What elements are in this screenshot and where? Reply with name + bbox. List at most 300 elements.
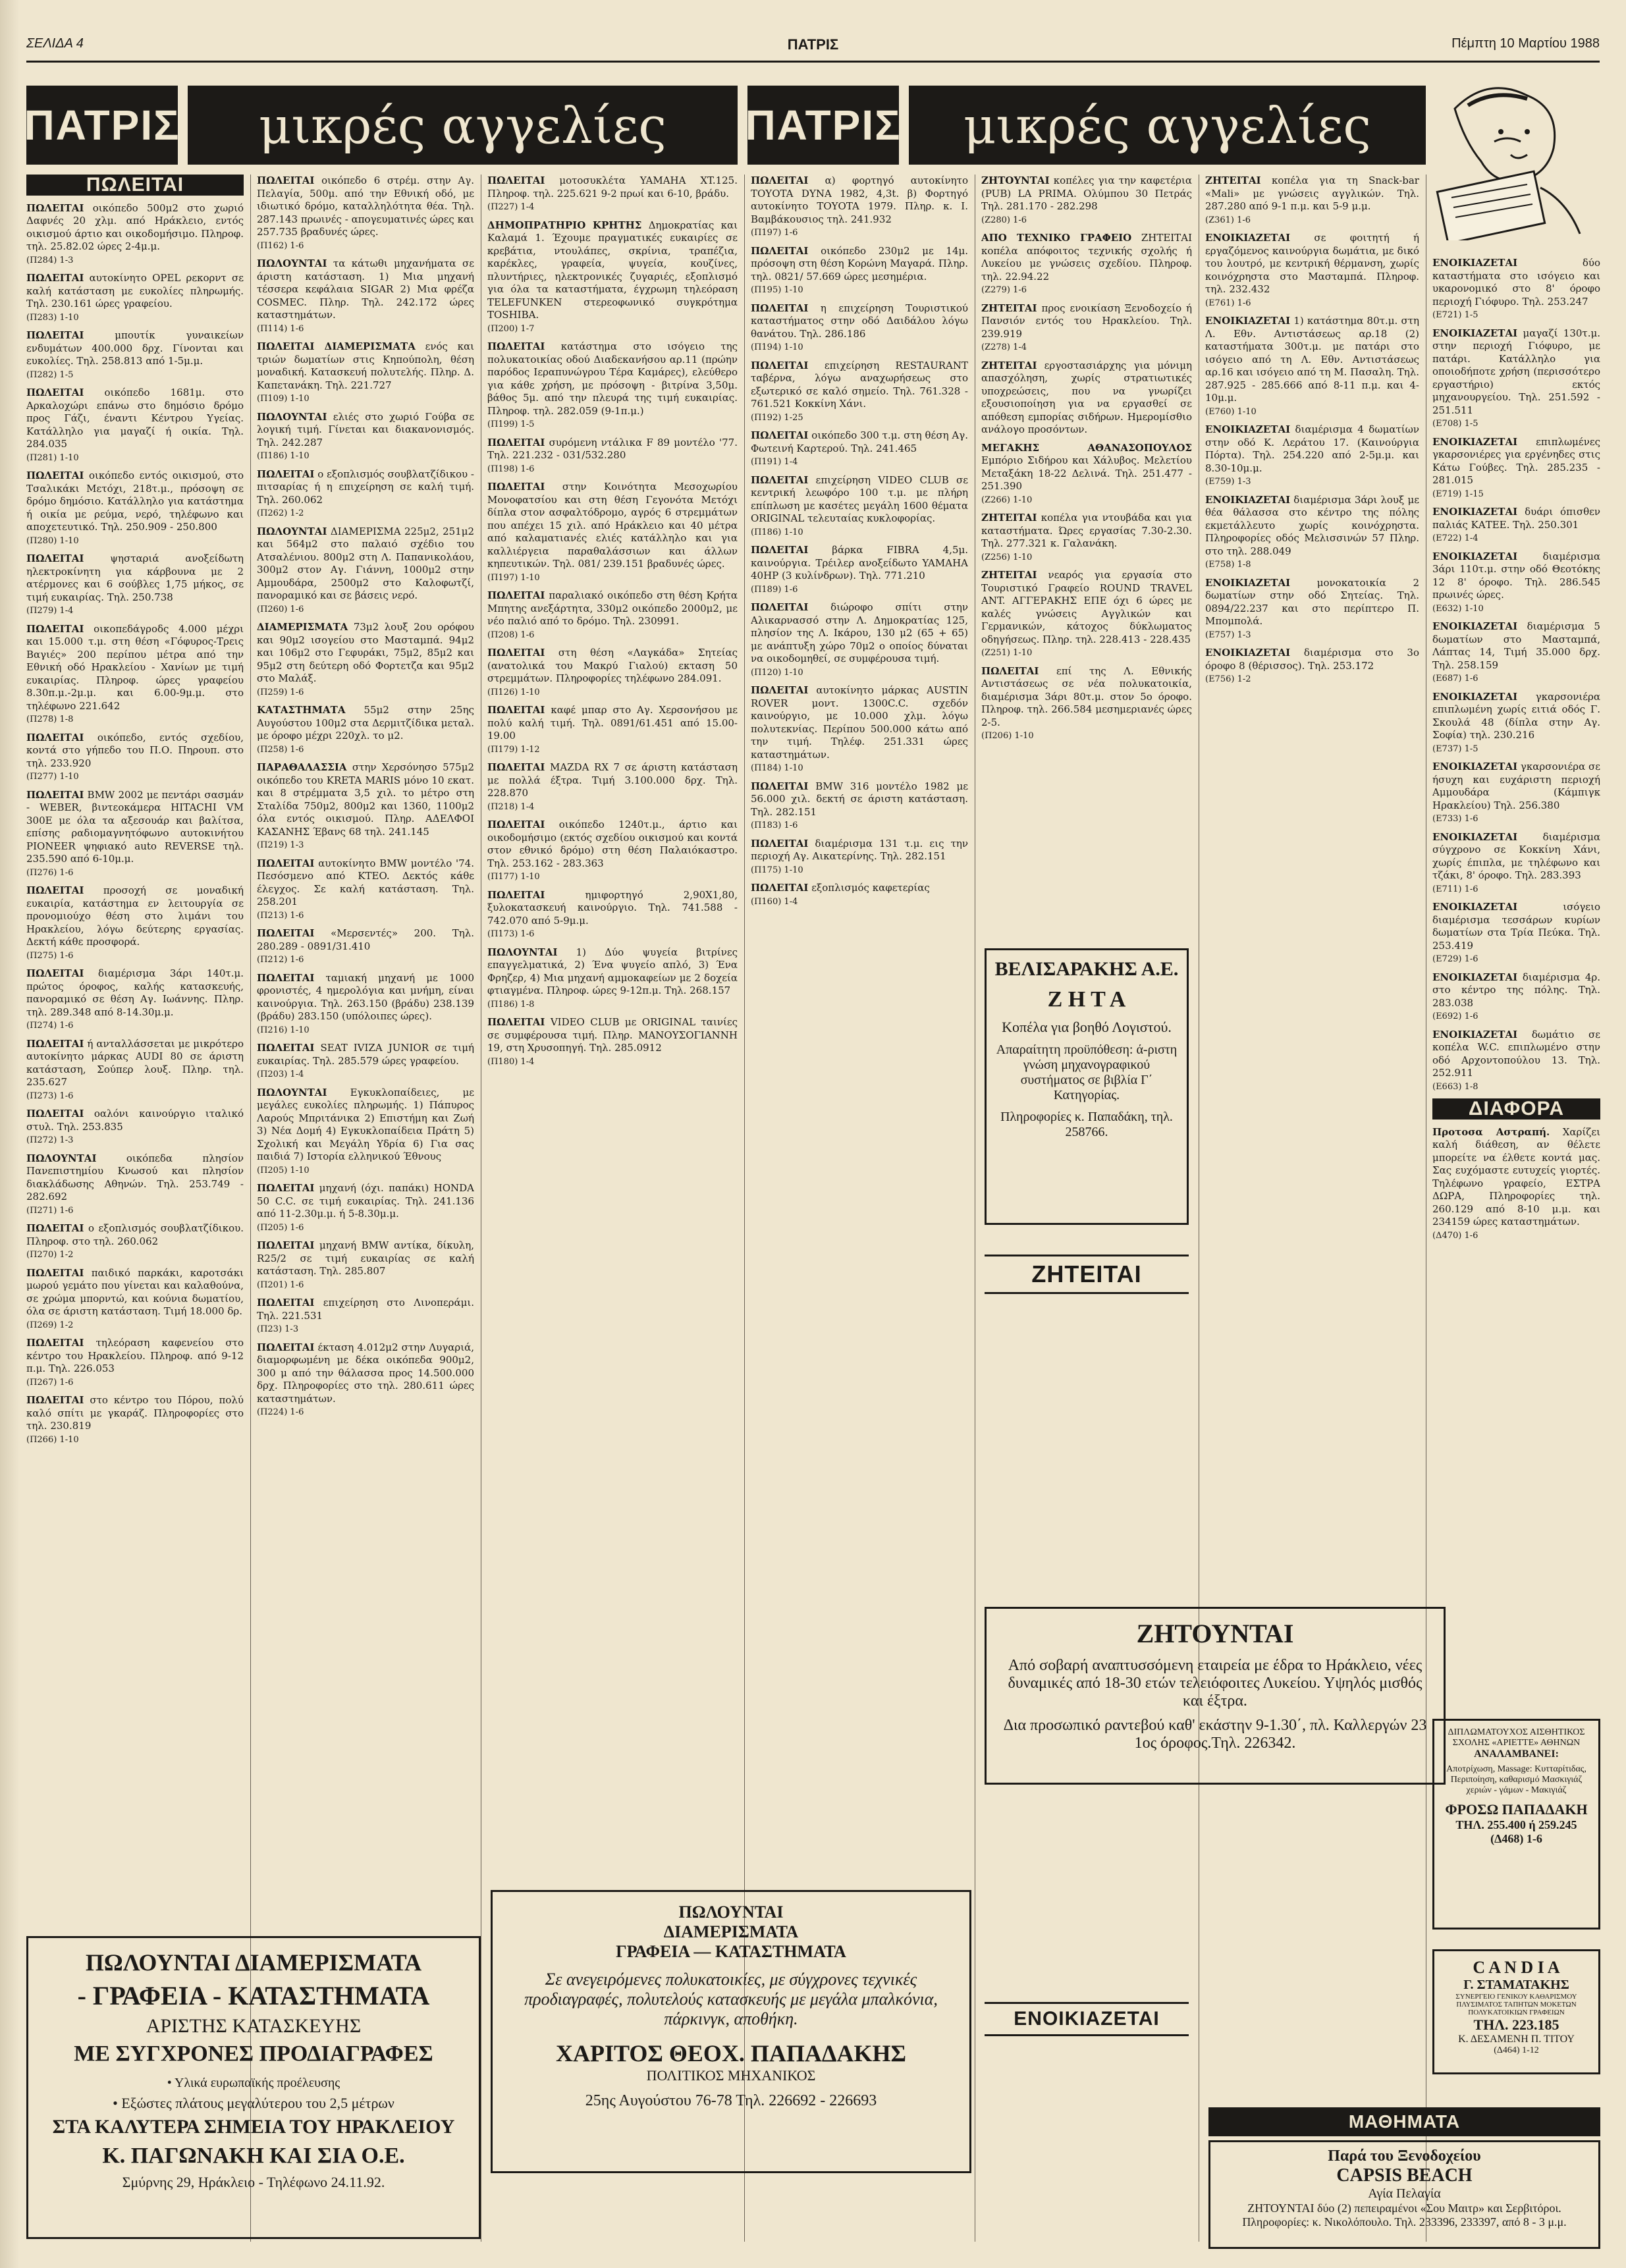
ad-text: επιπλωμένες γκαρσονιέρες για εργένηδες στις Κάτω Γούβες. Τηλ. 285.235 - 281.015 — [1432, 435, 1600, 486]
ad-lead: ΠΩΛΕΙΤΑΙ — [257, 175, 315, 186]
brand-logo: ΠΑΤΡΙΣ — [747, 86, 899, 165]
column-rule — [250, 175, 251, 2242]
ad-list — [1432, 257, 1600, 1093]
ad-lead: ΕΝΟΙΚΙΑΖΕΤΑΙ — [1205, 315, 1291, 327]
ad-lead: ΜΕΓΑΚΗΣ ΑΘΑΝΑΣΟΠΟΥΛΟΣ — [981, 441, 1192, 454]
ad-text: ενός και τριών δωματίων στις Κηπούπολη, θέση μοναδική. Κατασκευή πολυτελής. Πληρ. Δ. Καπετανάκη. Τηλ. 221.727 — [257, 340, 474, 391]
ad-code: (Π273) 1-6 — [26, 1091, 74, 1101]
ads-column-7 — [1432, 257, 1600, 1666]
ad-text: οικόπεδο 1240τ.μ., άρτιο και οικοδομήσιμο (εκτός σχεδίου οικισμού και κοντά στον εθνικό δρόμο) στη θέση Παλαιόκαστρο. Τηλ. 253.162 - 283.363 — [487, 819, 738, 869]
ad-code: (Π201) 1-6 — [257, 1280, 304, 1290]
ad-code: (Π262) 1-2 — [257, 508, 304, 518]
section-title: μικρές αγγελίες — [188, 86, 738, 165]
classified-ad — [1432, 1029, 1600, 1094]
ad-code: (Π160) 1-4 — [751, 896, 798, 907]
ad-lead: ΖΗΤΕΙΤΑΙ — [981, 302, 1037, 314]
box-line: ΣΧΟΛΗΣ «ΑΡΙΕΤΤΕ» ΑΘΗΝΩΝ — [1452, 1738, 1581, 1748]
ad-text: διαμέρισμα 3άρι 140τ.μ. πρώτος όροφος, καλής κατασκευής, πανοραμικό σε θέση Αγ. Ιωάννης. Πληρ. τηλ. 289.348 από 8-14.30μ.μ. — [26, 967, 244, 1018]
ad-text: οικόπεδο 230μ2 με 14μ. πρόσοψη στη θέση Κορώνη Μαγαρά. Πληρ. τηλ. 0821/ 57.669 ώρες μεσημέρια. — [751, 244, 968, 283]
ad-text: επιχείρηση RESTAURANT ταβέρνα, λόγω αναχωρήσεως στο εξωτερικό σε καλό σημείο. Τηλ. 761.328 - 761.521 Κοκκίνη Χάνι. — [751, 359, 968, 410]
ad-box-froso — [1432, 1719, 1600, 1930]
classified-ad — [26, 470, 244, 547]
classified-ad — [257, 1042, 474, 1081]
classified-ad — [751, 882, 968, 908]
ad-lead: ΠΩΛΕΙΤΑΙ — [257, 1239, 315, 1251]
classified-ad — [487, 647, 738, 699]
ad-text: ελιές στο χωριό Γούβα σε λογική τιμή. Γίνεται και διακανονισμός. Τηλ. 242.287 — [257, 410, 474, 448]
ad-text: συρόμενη ντάλικα F 89 μοντέλο '77. Τηλ. 221.232 - 031/532.280 — [487, 436, 738, 461]
ad-code: (Z279) 1-6 — [981, 285, 1027, 295]
ad-lead: ΠΩΛΕΙΤΑΙ — [751, 780, 809, 792]
ad-lead: ΠΩΛΕΙΤΑΙ — [487, 819, 545, 830]
classified-ad — [487, 889, 738, 941]
ad-lead: ΠΩΛΕΙΤΑΙ — [751, 302, 809, 314]
classified-ad — [1432, 257, 1600, 322]
ad-lead: ΖΗΤΟΥΝΤΑΙ — [981, 175, 1050, 186]
ad-code: (Π191) 1-4 — [751, 457, 798, 467]
ad-lead: ΕΝΟΙΚΙΑΖΕΤΑΙ — [1432, 761, 1518, 772]
ad-lead: ΕΝΟΙΚΙΑΖΕΤΑΙ — [1205, 576, 1291, 589]
ad-lead: ΠΩΛΕΙΤΑΙ — [26, 272, 84, 284]
ad-text: διαμέρισμα στο 3ο όροφο 8 (θέρισσος). Τηλ. 253.172 — [1205, 647, 1419, 672]
ad-text: Εμπόριο Σιδήρου και Χάλυβος. Μελετίου Μεταξάκη 18-22 Δελινά. Τηλ. 251.477 - 251.390 — [981, 454, 1192, 492]
ad-text: 73μ2 λουξ 2ου ορόφου και 90μ2 ισογείου στο Μασταμπά. 94μ2 και 106μ2 στο Γεφυράκι, 75μ2, 85μ2 και 95μ2 στη δεύτερη οδό Φορτετζα και 95μ2 στο Μαλάξ. — [257, 621, 474, 684]
ad-text: δυάρι όπισθεν παλιάς ΚΑΤΕΕ. Τηλ. 250.301 — [1432, 506, 1600, 531]
ad-lead: ΠΩΛΟΥΝΤΑΙ — [257, 1086, 327, 1098]
classified-ad — [257, 340, 474, 406]
ad-lead: ΠΩΛΟΥΝΤΑΙ — [487, 946, 558, 958]
ad-code: (Π186) 1-8 — [487, 999, 535, 1010]
classified-ad — [257, 175, 474, 252]
section-heading-ziteitai: ΖΗΤΕΙΤΑΙ — [985, 1255, 1189, 1294]
ad-lead: ΠΩΛΕΙΤΑΙ — [257, 1297, 315, 1309]
ad-code: (Π183) 1-6 — [751, 821, 798, 830]
classified-ad — [257, 857, 474, 923]
ad-text: καφέ μπαρ στο Αγ. Χερσονήσου με πολύ καλή τιμή. Τηλ. 0891/61.451 από 15.00-19.00 — [487, 704, 738, 742]
ad-code: (Π283) 1-10 — [26, 312, 79, 323]
ad-code: (Π162) 1-6 — [257, 240, 304, 251]
ad-text: ΖΗΤΕΙΤΑΙ κοπέλα απόφοιτος τεχνικής σχολής ή Λυκείου με γνώσεις σχεδίου. Πληροφ. τηλ. 22.94.22 — [981, 232, 1192, 283]
ad-lead: ΕΝΟΙΚΙΑΖΕΤΑΙ — [1205, 423, 1291, 435]
ad-list — [26, 202, 244, 1447]
ad-lead: ΠΩΛΕΙΤΑΙ — [487, 589, 545, 601]
ad-text: γκαρσονιέρα σε ήσυχη και ευχάριστη περιοχή Αμμουδάρα (Κάμπιγκ Ηρακλείου) Τηλ. 256.380 — [1432, 761, 1600, 811]
ad-text: επιχείρηση στο Λινοπεράμι. Τηλ. 221.531 — [257, 1297, 474, 1322]
classified-ad — [26, 967, 244, 1033]
ad-lead: ΖΗΤΕΙΤΑΙ — [981, 359, 1037, 371]
ad-text: στο κέντρο του Πόρου, πολύ καλό σπίτι με γκαράζ. Πληροφορίες στο τηλ. 230.819 — [26, 1394, 244, 1432]
classified-ad — [1205, 175, 1419, 227]
ad-text: κατάστημα στο ισόγειο της πολυκατοικίας οδού Διαδεκανήσου αρ.11 (πρώην παρόδος Ιεραπυνώγρου Τέρα Καμάρες), ελεύθερο για κάθε χρήση, με πρόσοψη - βιτρίνα 3,50μ. βάθος 5μ. από την πλευρά της τιμή ευκαιρίας. Πληροφ. τηλ. 282.059 (9-1π.μ.) — [487, 340, 738, 417]
ad-text: οικοπεδάγροδς 4.000 μέχρι και 15.000 τ.μ. στη θέση «Γόφυρος-Τρεις Βαγιές» 200 περίπου μέτρα από την Εθνική οδό Ηρακλείου - Χανίων με τιμή ευκαιρίας. Πληροφ. ώρες γραφείου 8.30π.μ.-2μ.μ. και 6.00-9μ.μ. στο τηλέφωνο 221.642 — [26, 622, 244, 712]
box-line: ΣΥΝΕΡΓΕΙΟ ΓΕΝΙΚΟΥ ΚΑΘΑΡΙΣΜΟΥ ΠΛΥΣΙΜΑΤΟΣ ΤΑΠΗΤΩΝ ΜΟΚΕΤΩΝ ΠΟΛΥΚΑΤΟΙΚΙΩΝ ΓΡΑΦΕΙΩΝ — [1455, 1993, 1577, 2016]
box-title: C A N D I A — [1473, 1958, 1560, 1977]
classified-ad — [751, 360, 968, 425]
ad-code: (E737) 1-5 — [1432, 743, 1478, 754]
ad-lead: ΠΩΛΕΙΤΑΙ — [981, 664, 1039, 677]
ad-lead: ΠΩΛΕΙΤΑΙ — [26, 329, 84, 341]
ads-column-5 — [981, 175, 1192, 938]
classified-ad — [487, 219, 738, 336]
ad-text: «Μερσεντές» 200. Τηλ. 280.289 - 0891/31.410 — [257, 927, 474, 952]
ad-lead: ΔΗΜΟΠΡΑΤΗΡΙΟ ΚΡΗΤΗΣ — [487, 219, 642, 231]
ad-text: εργοστασιάρχης για μόνιμη απασχόληση, χωρίς στρατιωτικές υποχρεώσεις, που να γνωρίζει εξουσιοποίηση για να εργασθεί σε απόθεση εμπορίας σιδήρων. Ημερομίσθιο ανάλογο προσόντων. — [981, 359, 1192, 435]
classified-ad — [487, 175, 738, 214]
ad-list — [981, 175, 1192, 743]
ad-text: διαμέρισμα 3άρι λουξ με θέα θάλασσα στο κέντρο της πόλης εκμετάλλευτο χωρίς κοινόχρηστα. Πληροφορίες οδός Μελισσινών 57 Πληρ. στο τηλ. 288.049 — [1205, 493, 1419, 557]
classified-ad — [26, 884, 244, 962]
ad-code: (Π269) 1-2 — [26, 1320, 74, 1330]
ad-lead: ΑΠΟ ΤΕΧΝΙΚΟ ΓΡΑΦΕΙΟ — [981, 232, 1132, 244]
ad-code: (Π120) 1-10 — [751, 667, 803, 678]
ad-box-capsis — [1208, 2140, 1600, 2249]
box-address: 25ης Αυγούστου 76-78 Τηλ. 226692 - 226693 — [585, 2092, 877, 2109]
box-line: ΠΟΛΙΤΙΚΟΣ ΜΗΧΑΝΙΚΟΣ — [646, 2067, 816, 2084]
ad-lead: ΠΩΛΕΙΤΑΙ — [751, 244, 809, 257]
ad-lead: ΠΩΛΕΙΤΑΙ — [26, 387, 84, 398]
ad-lead: ΕΝΟΙΚΙΑΖΕΤΑΙ — [1432, 506, 1518, 518]
ad-lead: ΠΩΛΕΙΤΑΙ — [751, 473, 809, 486]
ad-code: (E757) 1-3 — [1205, 630, 1251, 640]
ad-lead: ΠΩΛΕΙΤΑΙ — [257, 1182, 315, 1194]
classified-ad — [257, 257, 474, 335]
ad-lead: ΖΗΤΕΙΤΑΙ — [1205, 175, 1261, 186]
ad-text: στην Κοινότητα Μεσοχωρίου Μονοφατσίου και στη θέση Γεγονότα Μετόχι δίπλα στον ασφαλτόδρομο, αγρός 6 στρεμμάτων που απέχει 15 χιλ. από Ηράκλειο και 40 μέτρα από καλαματιανές ελιές κατάλληλο και για καλλιέργεια παραθαλάσσιων και άλλων κηπευτικών. Τηλ. 081/ 239.151 βραδυνές ώρες. — [487, 481, 738, 570]
classified-ad — [257, 927, 474, 967]
ad-text: κοπέλα για ντουβάδα και για καταστήματα. Ώρες εργασίας 7.30-2.30. Τηλ. 277.321 κ. Γαλανάκη. — [981, 512, 1192, 549]
ad-code: (Π200) 1-7 — [487, 323, 535, 334]
classified-ad — [26, 1337, 244, 1389]
ad-code: (Π186) 1-10 — [751, 527, 803, 537]
ad-lead: ΠΩΛΕΙΤΑΙ — [751, 882, 809, 894]
ad-code: (Π259) 1-6 — [257, 687, 304, 697]
ad-lead: ΕΝΟΙΚΙΑΖΕΤΑΙ — [1205, 647, 1291, 659]
ad-lead: ΠΩΛΕΙΤΑΙ — [257, 468, 315, 480]
ad-text: VIDEO CLUB με ORIGINAL ταινίες σε συμφέρουσα τιμή. Πληρ. ΜΑΝΟΥΣΟΓΙΑΝΝΗ 19, στη Χρυσοπηγή. Τηλ. 285.0912 — [487, 1016, 738, 1054]
masthead-right — [747, 86, 1426, 165]
ad-text: στη θέση «Λαγκάδα» Σητείας (ανατολικά του Μακρύ Γιαλού) εκταση 50 στρεμμάτων. Πληροφορίες τηλέφωνο 284.091. — [487, 647, 738, 684]
ad-code: (Π219) 1-3 — [257, 840, 304, 850]
ad-list — [257, 175, 474, 1419]
ad-text: αυτοκίνητο BMW μοντέλο '74. Πεσόσμενο από KTEO. Δεκτός κάθε έλεγχος. Σε καλή κατάσταση. Τηλ. 258.201 — [257, 857, 474, 907]
classified-ad — [257, 468, 474, 520]
ad-text: σε φοιτητή ή εργαζόμενος καινούργια δωμάτια, με δικό του λουτρό, με κεντρική θέρμανση, χωρίς κοινόχρηστα στο Μασταμπά. Πληροφ. τηλ. 232.432 — [1205, 232, 1419, 295]
ad-lead: ΕΝΟΙΚΙΑΖΕΤΑΙ — [1432, 327, 1518, 339]
classified-ad — [257, 704, 474, 756]
ad-text: αυτοκίνητο OPEL ρεκορντ σε καλή κατάσταση με ευκολίες πληρωμής. Τηλ. 230.161 ώρες γραφείου. — [26, 272, 244, 310]
ad-lead: ΕΝΟΙΚΙΑΖΕΤΑΙ — [1432, 971, 1518, 983]
ads-column-4 — [751, 175, 968, 1880]
box-phone: ΤΗΛ. 223.185 — [1473, 2016, 1559, 2033]
ad-lead: ΠΩΛΕΙΤΑΙ — [26, 884, 84, 896]
ad-code: (Π179) 1-12 — [487, 744, 540, 755]
box-line: Κοπέλα για βοηθό Λογιστού. — [1002, 1019, 1172, 1035]
ad-code: (E761) 1-6 — [1205, 298, 1251, 308]
classified-ad — [1432, 971, 1600, 1023]
ad-lead: ΠΑΡΑΘΑΛΑΣΣΙΑ — [257, 761, 347, 773]
ad-lead: ΠΩΛΕΙΤΑΙ — [26, 788, 84, 801]
ad-text: μηχανή BMW αντίκα, δίκυλη, R25/2 σε τιμή ευκαιρίας σε καλή κατάσταση. Τηλ. 285.807 — [257, 1239, 474, 1277]
newspaper-reader-illustration — [1428, 69, 1600, 240]
ad-lead: ΠΩΛΟΥΝΤΑΙ — [257, 410, 327, 423]
ad-code: (Π114) 1-6 — [257, 323, 304, 334]
ad-text: διώροφο σπίτι στην Αλικαρνασσό στην Λ. Δημοκρατίας 125, πλησίον της Λ. Ικάρου, 130 μ2 (65 + 65) με ανάπτυξη χώρο 70μ2 ο οποίος δύναται να οικοδομηθεί, σε συμφέρουσα τιμή. — [751, 601, 968, 664]
classified-ad — [751, 684, 968, 775]
box-line: Σε ανεγειρόμενες πολυκατοικίες, με σύγχρονες τεχνικές προδιαγραφές, πολυτελούς κατασκευής με μεγάλα μπαλκόνια, πάρκινγκ, αποθήκη. — [524, 1970, 938, 2028]
ad-text: μπουτίκ γυναικείων ενδυμάτων 400.000 δρχ. Γίνονται και ευκολίες. Τηλ. 258.813 από 1-5μ.μ. — [26, 329, 244, 367]
ad-lead: ΕΝΟΙΚΙΑΖΕΤΑΙ — [1432, 257, 1518, 269]
ad-text: μηχανή (όχι. παπάκι) HONDA 50 C.C. σε τιμή ευκαιρίας. Τηλ. 241.136 από 11-2.30μ.μ. ή 5-8.30μ.μ. — [257, 1182, 474, 1220]
classified-ad — [26, 329, 244, 381]
classified-ad — [751, 601, 968, 679]
ad-lead: ΠΩΛΕΙΤΑΙ — [751, 359, 809, 371]
ad-text: οικόπεδο 300 τ.μ. στη θέση Αγ. Φωτεινή Καρτερού. Τηλ. 241.465 — [751, 429, 968, 454]
ad-lead: ΠΩΛΕΙΤΑΙ — [26, 553, 84, 564]
ad-text: παραλιακό οικόπεδο στη θέση Κρήτα Μπητης ανεξάρτητα, 330μ2 οικόπεδο 2000μ2, με νέο παλιό από το δρόμο. Τηλ. 230991. — [487, 589, 738, 627]
ad-code: (Π267) 1-6 — [26, 1377, 74, 1388]
classified-ad — [257, 1087, 474, 1177]
classified-ad — [257, 1239, 474, 1291]
box-title: ΓΡΑΦΕΙΑ — ΚΑΤΑΣΤΗΜΑΤΑ — [616, 1942, 846, 1961]
ad-lead: ΠΩΛΕΙΤΑΙ — [487, 761, 545, 773]
box-line: ΖΗΤΟΥΝΤΑΙ δύο (2) πεπειραμένοι «Σου Μαιτρ» και Σερβιτόροι. Πληροφορίες: κ. Νικολόπουλο. Τηλ. 233396, 233397, από 8 - 3 μ.μ. — [1242, 2201, 1567, 2228]
ad-text: παιδικό παρκάκι, καροτσάκι μωρού γεμάτο που γίνεται και καλαθούνα, σε χρώμα μπορντώ, και κούνια δωματίου, όλα σε άριστη κατάσταση. Τιμή 18.000 δρ. — [26, 1266, 244, 1317]
ad-code: (Π186) 1-10 — [257, 451, 310, 461]
ad-text: BMW 316 μοντέλο 1982 με 56.000 χιλ. δεκτή σε άριστη κατάσταση. Τηλ. 282.151 — [751, 780, 968, 818]
ad-code: (Z278) 1-4 — [981, 342, 1027, 352]
classified-ad — [257, 526, 474, 616]
classified-ad — [981, 442, 1192, 507]
classified-ad — [487, 481, 738, 584]
ad-text: κοπέλες για την καφετέρια (PUB) LA PRIMA. Ολύμπου 30 Πετράς Τηλ. 281.170 - 282.298 — [981, 175, 1192, 212]
ad-code: (Π192) 1-25 — [751, 412, 803, 423]
classified-ad — [981, 175, 1192, 227]
ad-lead: ΠΩΛΕΙΤΑΙ — [487, 647, 545, 659]
ad-text: διαμέρισμα 4 δωματίων στην οδό Κ. Λεράτου 17. (Καινούργια Πόρτα). Τηλ. 254.220 από 2-5μ.μ. και 8.30-10μ.μ. — [1205, 423, 1419, 474]
ad-code: (Π205) 1-6 — [257, 1222, 304, 1233]
ad-code: (Π23) 1-3 — [257, 1324, 299, 1334]
ad-text: ο εξοπλισμός σουβλατζίδικου. Πληροφ. στο τηλ. 260.062 — [26, 1222, 244, 1247]
classified-ad — [981, 302, 1192, 354]
classified-ad — [487, 704, 738, 756]
classified-ad — [26, 1038, 244, 1103]
classified-ad — [257, 1297, 474, 1336]
classified-ad — [487, 437, 738, 476]
ad-lead: ΠΩΛΕΙΤΑΙ — [751, 175, 809, 186]
ad-lead: ΠΩΛΕΙΤΑΙ — [751, 837, 809, 850]
ad-code: (Π213) 1-6 — [257, 910, 304, 921]
ad-lead: ΠΩΛΕΙΤΑΙ — [257, 927, 315, 939]
ad-text: ο εξοπλισμός σουβλατζίδικου - πιτσαρίας ή η επιχείρηση σε καλή τιμή. Τηλ. 260.062 — [257, 468, 474, 506]
ad-lead: ΖΗΤΕΙΤΑΙ — [981, 569, 1037, 581]
classified-ad — [981, 665, 1192, 743]
ad-lead: ΕΝΟΙΚΙΑΖΕΤΑΙ — [1432, 830, 1518, 843]
ad-text: ισόγειο διαμέρισμα τεσσάρων κυρίων δωματίων στα Τρία Πεύκα. Τηλ. 253.419 — [1432, 901, 1600, 952]
classified-ad — [981, 569, 1192, 660]
box-line: Από σοβαρή αναπτυσσόμενη εταιρεία με έδρα το Ηράκλειο, νέες δυναμικές από 18-30 ετών τελειόφοιτες Λυκείου. Υψηλός μισθός και έξτρα. — [1008, 1657, 1423, 1710]
ad-code: (E692) 1-6 — [1432, 1012, 1478, 1021]
ads-column-2 — [257, 175, 474, 1867]
ad-text: τα κάτωθι μηχανήματα σε άριστη κατάσταση. 1) Μια μηχανή τέσσερα κεφάλαια SIGAR 2) Μια φρέζα COSMEC. Πληρ. Τηλ. 242.172 ώρες καταστημάτων. — [257, 257, 474, 321]
ad-lead: ΕΝΟΙΚΙΑΖΕΤΑΙ — [1432, 1028, 1518, 1040]
ad-lead: ΠΩΛΕΙΤΑΙ — [487, 340, 545, 352]
ad-lead: ΠΩΛΕΙΤΑΙ — [751, 684, 809, 696]
box-line: ΑΡΙΣΤΗΣ ΚΑΤΑΣΚΕΥΗΣ — [146, 2015, 362, 2037]
ad-lead: ΕΝΟΙΚΙΑΖΕΤΑΙ — [1432, 435, 1518, 448]
ad-code: (Π284) 1-3 — [26, 255, 74, 265]
ad-lead: ΠΩΛΕΙΤΑΙ — [487, 888, 545, 901]
ad-text: ψησταριά ανοξείδωτη ηλεκτροκίνητη για κάρβουνα με 2 ατέρμονες και 6 σούβλες 1,75 μήκος, σε τιμή ευκαιρίας. Τηλ. 250.738 — [26, 553, 244, 603]
ad-text: οικόπεδο 1681μ. στο Αρκαλοχώρι επάνω στο δημόσιο δρόμο προς Γάζι, έναντι Κέντρου Υγείας. Κατάλληλο για μαγαζί ή οικία. Τηλ. 284.035 — [26, 387, 244, 450]
ad-code: (Π184) 1-10 — [751, 763, 803, 773]
classified-ad — [257, 621, 474, 699]
box-title: ΒΕΛΙΣΑΡΑΚΗΣ Α.Ε. — [994, 958, 1179, 980]
ad-code: (Π197) 1-10 — [487, 572, 540, 583]
ad-text: 1) κατάστημα 80τ.μ. στη Λ. Εθν. Αντιστάσεως αρ.18 (2) καταστήματα 300τ.μ. με πατάρι στο ισόγειο από τη Λ. Εθν. Αντιστάσεως αρ.16 και ισόγειο από τη Μ. Πασαλη. Τηλ. 287.925 - 285.666 από 8-11 π.μ. και 4-10μ.μ. — [1205, 315, 1419, 404]
ad-lead: ΚΑΤΑΣΤΗΜΑΤΑ — [257, 704, 346, 716]
ad-lead: ΠΩΛΕΙΤΑΙ — [26, 967, 84, 979]
ad-text: SEAT IVIZA JUNIOR σε τιμή ευκαιρίας. Τηλ. 285.579 ώρες γραφείου. — [257, 1042, 474, 1067]
ad-text: οικόπεδο 500μ2 στο χωριό Δαφνές 20 χλμ. από Ηράκλειο, εντός οικισμού άρτιο και οικοδομήσιμο. Πληροφ. τηλ. 25.82.02 ώρες 2-4μ.μ. — [26, 202, 244, 252]
box-line: ΔΙΠΛΩΜΑΤΟΥΧΟΣ ΑΙΣΘΗΤΙΚΟΣ — [1448, 1727, 1585, 1737]
ad-text: τηλεόραση καφενείου στο κέντρο του Ηρακλείου. Πληροφ. από 9-12 π.μ. Τηλ. 226.053 — [26, 1337, 244, 1374]
ad-code: (E758) 1-8 — [1205, 560, 1251, 570]
ad-code: (Π281) 1-10 — [26, 452, 79, 463]
ad-code: (Π276) 1-6 — [26, 867, 74, 878]
ad-box-pagonaki — [26, 1936, 481, 2239]
ad-box-zitountai — [985, 1607, 1446, 1785]
classified-ad — [981, 360, 1192, 437]
ad-code: (Π227) 1-4 — [487, 202, 535, 212]
ad-code: (Π194) 1-10 — [751, 342, 803, 352]
box-phone: ΤΗΛ. 255.400 ή 259.245 — [1455, 1818, 1577, 1831]
box-address: Σμύρνης 29, Ηράκλειο - Τηλέφωνο 24.11.92. — [122, 2174, 385, 2190]
ad-lead: ΕΝΟΙΚΙΑΖΕΤΑΙ — [1205, 232, 1291, 244]
ad-code: (Π274) 1-6 — [26, 1021, 74, 1031]
ad-list — [1432, 1126, 1600, 1243]
ad-lead: ΠΩΛΟΥΝΤΑΙ — [257, 257, 327, 269]
ad-text: α) φορτηγό αυτοκίνητο TOYOTA DYNA 1982, 4,3t. β) Φορτηγό αυτοκίνητο TOYOTA 1979. Πληρ. κ. Ι. Βαμβάκουσιος τηλ. 241.932 — [751, 175, 968, 225]
section-heading-poleitai: ΠΩΛΕΙΤΑΙ — [26, 175, 244, 196]
box-name: Γ. ΣΤΑΜΑΤΑΚΗΣ — [1463, 1978, 1569, 1992]
ad-text: διαμέρισμα 3άρι 110τ.μ. στην οδό Θεοτόκης 12 8' όροφο. Τηλ. 286.545 πρωινές ώρες. — [1432, 550, 1600, 601]
classified-ad — [487, 946, 738, 1012]
classified-ad — [1432, 436, 1600, 501]
ad-code: (E760) 1-10 — [1205, 406, 1257, 417]
box-line: • Υλικά ευρωπαϊκής προέλευσης — [167, 2076, 340, 2090]
ad-lead: ΠΩΛΕΙΤΑΙ — [26, 1337, 84, 1349]
classified-ad — [1205, 315, 1419, 418]
classified-ad — [26, 732, 244, 784]
box-company: ΧΑΡΙΤΟΣ ΘΕΟΧ. ΠΑΠΑΔΑΚΗΣ — [555, 2040, 907, 2066]
classified-ad — [257, 761, 474, 852]
ad-text: οικόπεδο εντός οικισμού, στο Τσαλικάκι Μετόχι, 218τ.μ., πρόσοψη σε δρόμο δημόσιο. Κατάλληλο για κατάστημα ή οικία με ρεύμα, νερό, τηλέφωνο και αποχετευτικό. Τηλ. 250.909 - 250.800 — [26, 470, 244, 533]
classified-ad — [1205, 577, 1419, 642]
ad-lead: ΠΩΛΕΙΤΑΙ — [26, 731, 84, 743]
box-title: ΔΙΑΜΕΡΙΣΜΑΤΑ — [663, 1922, 799, 1941]
ad-text: επιχείρηση VIDEO CLUB σε κεντρική λεωφόρο 100 τ.μ. με πλήρη επίπλωση με κασέτες μεγάλη 1600 θέματα ORIGINAL τελευταίας κυκλοφορίας. — [751, 473, 968, 524]
ad-code: (Π216) 1-10 — [257, 1025, 310, 1035]
ad-code: (Z280) 1-6 — [981, 215, 1027, 225]
ad-code: (E721) 1-5 — [1432, 310, 1478, 320]
classified-ad — [257, 972, 474, 1037]
classified-ad — [981, 232, 1192, 297]
classified-ad — [751, 245, 968, 297]
box-line: • Εξώστες πλάτους μεγαλύτερου του 2,5 μέτρων — [113, 2095, 394, 2111]
ad-lead: ΠΩΛΟΥΝΤΑΙ — [26, 1152, 97, 1164]
ad-text: επί της Λ. Εθνικής Αντιστάσεως σε νέα πολυκατοικία, διαμέρισμα 3άρι 80τ.μ. στον 5ο όροφο. Πληροφ. τηλ. 266.584 μεσημεριανές ώρες 2-5. — [981, 664, 1192, 728]
box-contact: Πληροφορίες κ. Παπαδάκη, τηλ. 258766. — [1000, 1110, 1173, 1139]
paper-name: ΠΑΤΡΙΣ — [787, 36, 839, 53]
page-number: ΣΕΛΙΔΑ 4 — [26, 36, 84, 51]
box-subtitle: Ζ Η Τ Α — [1047, 987, 1126, 1012]
classified-ad — [26, 789, 244, 880]
box-company: Κ. ΠΑΓΩΝΑΚΗ ΚΑΙ ΣΙΑ Ο.Ε. — [102, 2144, 405, 2168]
ad-text: προς ενοικίαση Ξενοδοχείο ή Πανσιόν εντός του Ηρακλείου. Τηλ. 239.919 — [981, 302, 1192, 340]
ad-text: ταμιακή μηχανή με 1000 φρονιστές, 4 ημερολόγια και μνήμη, είναι καινούργια. Τηλ. 263.150 (βράδυ) 238.139 (βράδυ) 283.150 (υπόλοιπες ώρες). — [257, 971, 474, 1022]
page-fold-shadow — [0, 0, 20, 2268]
classified-ad — [26, 1394, 244, 1446]
ad-lead: ΠΩΛΕΙΤΑΙ ΔΙΑΜΕΡΙΣΜΑΤΑ — [257, 340, 416, 352]
ad-text: Εγκυκλοπαίδειες, με μεγάλες ευκολίες πληρωμής. 1) Πάπυρος Λαρούς Μπριτάνικα 2) Επιστήμη και Ζωή 3) Νέα Δομή 4) Εγκυκλοπαίδεια Πράτη 5) Σχολική και Μεγάλη Υδρία 6) Για σας παιδιά 7) Ιστορία ελληνικού Έθνους — [257, 1086, 474, 1162]
ad-lead: ΠΩΛΕΙΤΑΙ — [487, 436, 545, 448]
box-title: - ΓΡΑΦΕΙΑ - ΚΑΤΑΣΤΗΜΑΤΑ — [77, 1981, 430, 2011]
ad-code: (Π218) 1-4 — [487, 801, 535, 812]
ad-text: διαμέρισμα 131 τ.μ. εις την περιοχή Αγ. Αικατερίνης. Τηλ. 282.151 — [751, 837, 968, 862]
brand-logo: ΠΑΤΡΙΣ — [26, 86, 178, 165]
ad-box-candia — [1432, 1949, 1600, 2074]
ad-code: (E708) 1-5 — [1432, 419, 1478, 429]
ad-code: (Π109) 1-10 — [257, 394, 310, 404]
ad-lead: ΠΩΛΕΙΤΑΙ — [751, 601, 809, 613]
classified-ad — [26, 202, 244, 267]
ad-text: μονοκατοικία 2 δωματίων στην οδό Σητείας. Τηλ. 0894/22.237 και στο περίπτερο Π. Μπομπολά. — [1205, 576, 1419, 627]
ad-lead: ΕΝΟΙΚΙΑΖΕΤΑΙ — [1432, 901, 1518, 913]
ad-code: (Z256) 1-10 — [981, 552, 1033, 562]
classified-ad — [1432, 1126, 1600, 1243]
ad-code: (E722) 1-4 — [1432, 533, 1478, 543]
section-heading-diafora: ΔΙΑΦΟΡΑ — [1432, 1098, 1600, 1120]
ad-lead: ΠΩΛΕΙΤΑΙ — [257, 971, 315, 984]
classified-ad — [1432, 901, 1600, 966]
classified-ad — [487, 1016, 738, 1068]
ad-code: (Π278) 1-8 — [26, 715, 74, 724]
ad-box-velisarakis — [985, 948, 1189, 1225]
ad-lead: ΕΝΟΙΚΙΑΖΕΤΑΙ — [1432, 620, 1518, 632]
classified-ad — [26, 387, 244, 464]
ad-text: κοπέλα για τη Snack-bar «Mali» με γνώσεις αγγλικών. Τηλ. 287.280 από 9-1 π.μ. και 5-9 μ.μ. — [1205, 175, 1419, 212]
ad-code: (Δ470) 1-6 — [1432, 1230, 1478, 1241]
ad-lead: ΕΝΟΙΚΙΑΖΕΤΑΙ — [1432, 550, 1518, 562]
ads-column-3 — [487, 175, 738, 1880]
ad-text: στην Χερσόνησο 575μ2 οικόπεδο του KRETA MARIS μόνο 10 εκατ. και 8 στρέμματα 3,5 χιλ. το μέτρο στη Σταλίδα 750μ2, 800μ2 και 1360, 1100μ2 όλα εντός οικισμού. Πληρ. ΑΔΕΛΦΟΙ ΚΑΣΑΝΗΣ Έβανς 68 τηλ. 241.145 — [257, 761, 474, 838]
ad-text: εξοπλισμός καφετερίας — [811, 882, 930, 894]
ad-code: (Π279) 1-4 — [26, 606, 74, 616]
classified-ad — [257, 1341, 474, 1419]
ad-text: οαλόνι καινούργιο ιταλικό στυλ. Τηλ. 253.835 — [26, 1108, 244, 1133]
classified-ad — [1432, 551, 1600, 616]
ad-code: (Z251) 1-10 — [981, 648, 1033, 658]
ad-code: (Π224) 1-6 — [257, 1407, 304, 1417]
classified-ad — [26, 1108, 244, 1147]
classified-ad — [1205, 647, 1419, 686]
classified-ad — [487, 589, 738, 641]
ad-code: (E733) 1-6 — [1432, 814, 1478, 824]
classified-ad — [1432, 691, 1600, 756]
classified-ad — [487, 819, 738, 884]
ad-code: (E632) 1-10 — [1432, 603, 1484, 614]
classified-ad — [257, 411, 474, 463]
